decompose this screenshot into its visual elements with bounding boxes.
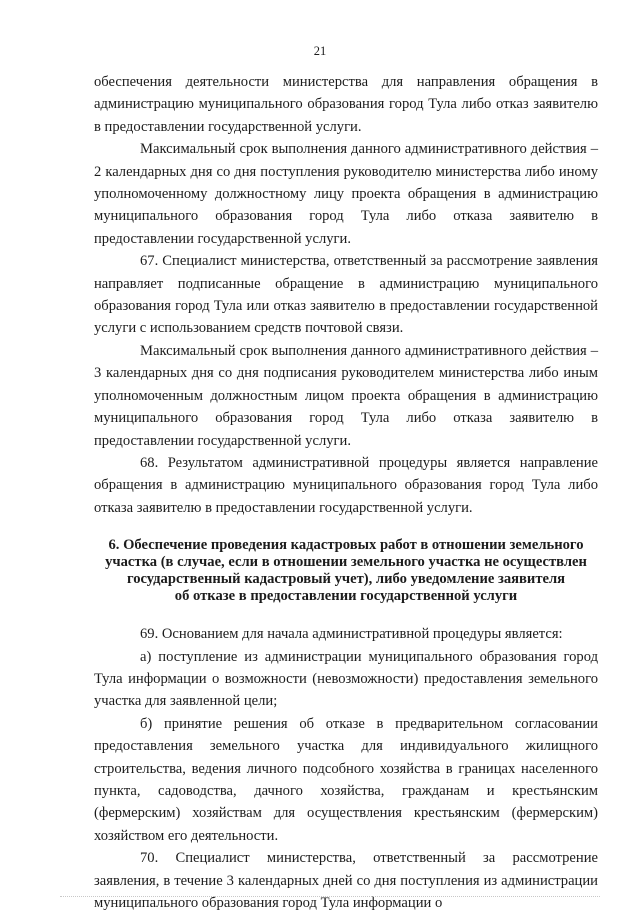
page-number: 21: [313, 44, 327, 58]
paragraph-69-a: а) поступление из администрации муниципального образования город Тула информации о возможности (невозможности) предоставления земельного участка для заявленной цели;: [94, 648, 598, 710]
paragraph-continuation: обеспечения деятельности министерства для направления обращения в администрацию муниципального образования город Тула либо отказ заявителю в предоставлении государственной услуги.: [94, 74, 598, 135]
section-heading: [94, 537, 598, 605]
section-heading-line: государственный кадастровый учет), либо уведомление заявителя: [126, 571, 566, 588]
paragraph-68: 68. Результатом административной процедуры является направление обращения в администрацию муниципального образования город Тула либо отказа заявителю в предоставлении государственной услуги.: [94, 454, 598, 516]
scan-edge-divider: [60, 896, 600, 897]
section-heading-line: 6. Обеспечение проведения кадастровых работ в отношении земельного: [108, 537, 584, 554]
paragraph-67: 67. Специалист министерства, ответственный за рассмотрение заявления направляет подписанные обращение в администрацию муниципального образования город Тула или отказ заявителю в предоставлении государственной услуги с использованием средств почтовой связи.: [94, 253, 598, 337]
paragraph-deadline-2-days: Максимальный срок выполнения данного административного действия – 2 календарных дня со дня поступления руководителю министерства либо иному уполномоченному должностному лицу проекта обращения в администрацию муниципального образования город Тула либо отказа заявителю в предоставлении государственной услуги.: [94, 141, 598, 247]
paragraph-deadline-3-days: Максимальный срок выполнения данного административного действия – 3 календарных дня со дня подписания руководителем министерства либо иным уполномоченным должностным лицом проекта обращения в администрацию муниципального образования город Тула либо отказа заявителю в предоставлении государственной услуги.: [94, 342, 598, 449]
paragraph-70: 70. Специалист министерства, ответственный за рассмотрение заявления, в течение 3 календарных дней со дня поступления из администрации муниципального образования город Тула информации о: [94, 850, 598, 911]
document-body: [94, 71, 598, 914]
paragraph-69: 69. Основанием для начала административной процедуры является:: [140, 626, 563, 643]
section-heading-line: об отказе в предоставлении государственной услуги: [174, 588, 518, 605]
section-heading-line: участка (в случае, если в отношении земельного участка не осуществлен: [105, 554, 587, 571]
paragraph-69-b: б) принятие решения об отказе в предварительном согласовании предоставления земельного участка для индивидуального жилищного строительства, ведения личного подсобного хозяйства в границах населенного пункта, садоводства, дачного хозяйства, гражданам и крестьянским (фермерским) хозяйствам для осуществления крестьянским (фермерским) хозяйством его деятельности.: [94, 715, 598, 844]
